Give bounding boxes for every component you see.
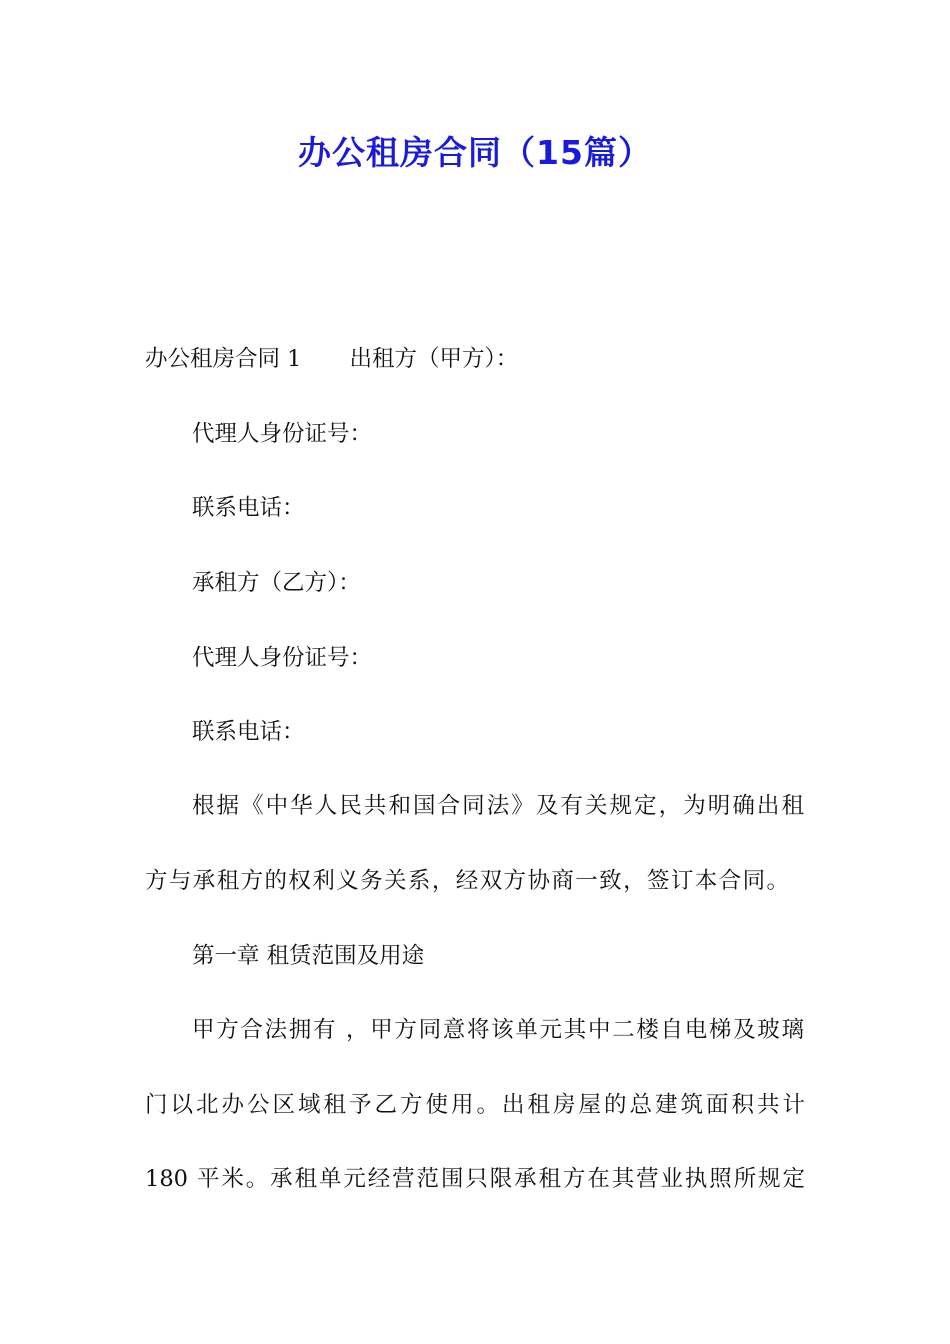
lessee-agent-id-label: 代理人身份证号：: [192, 645, 373, 671]
paragraph-line: 方与承租方的权利义务关系，经双方协商一致，签订本合同。: [145, 868, 789, 894]
contract-heading-line: [145, 344, 815, 374]
lessor-label: 出租方（甲方）：: [349, 346, 519, 372]
paragraph-line: 根据《中华人民共和国合同法》及有关规定，为明确出租: [192, 793, 804, 819]
paragraph-line: 门以北办公区域租予乙方使用。出租房屋的总建筑面积共计: [145, 1092, 805, 1118]
chapter-heading: 第一章 租赁范围及用途: [192, 943, 425, 969]
paragraph-line: 甲方合法拥有 ，甲方同意将该单元其中二楼自电梯及玻璃: [192, 1017, 804, 1043]
contract-number-label: 办公租房合同 1: [145, 346, 302, 372]
lessee-label: 承租方（乙方）：: [192, 570, 361, 596]
document-title: 办公租房合同（15篇）: [298, 133, 652, 172]
lessor-agent-id-label: 代理人身份证号：: [192, 421, 373, 447]
lessor-phone-label: 联系电话：: [192, 495, 305, 521]
paragraph-line: 180 平米。承租单元经营范围只限承租方在其营业执照所规定: [145, 1166, 805, 1192]
lessee-phone-label: 联系电话：: [192, 719, 305, 745]
